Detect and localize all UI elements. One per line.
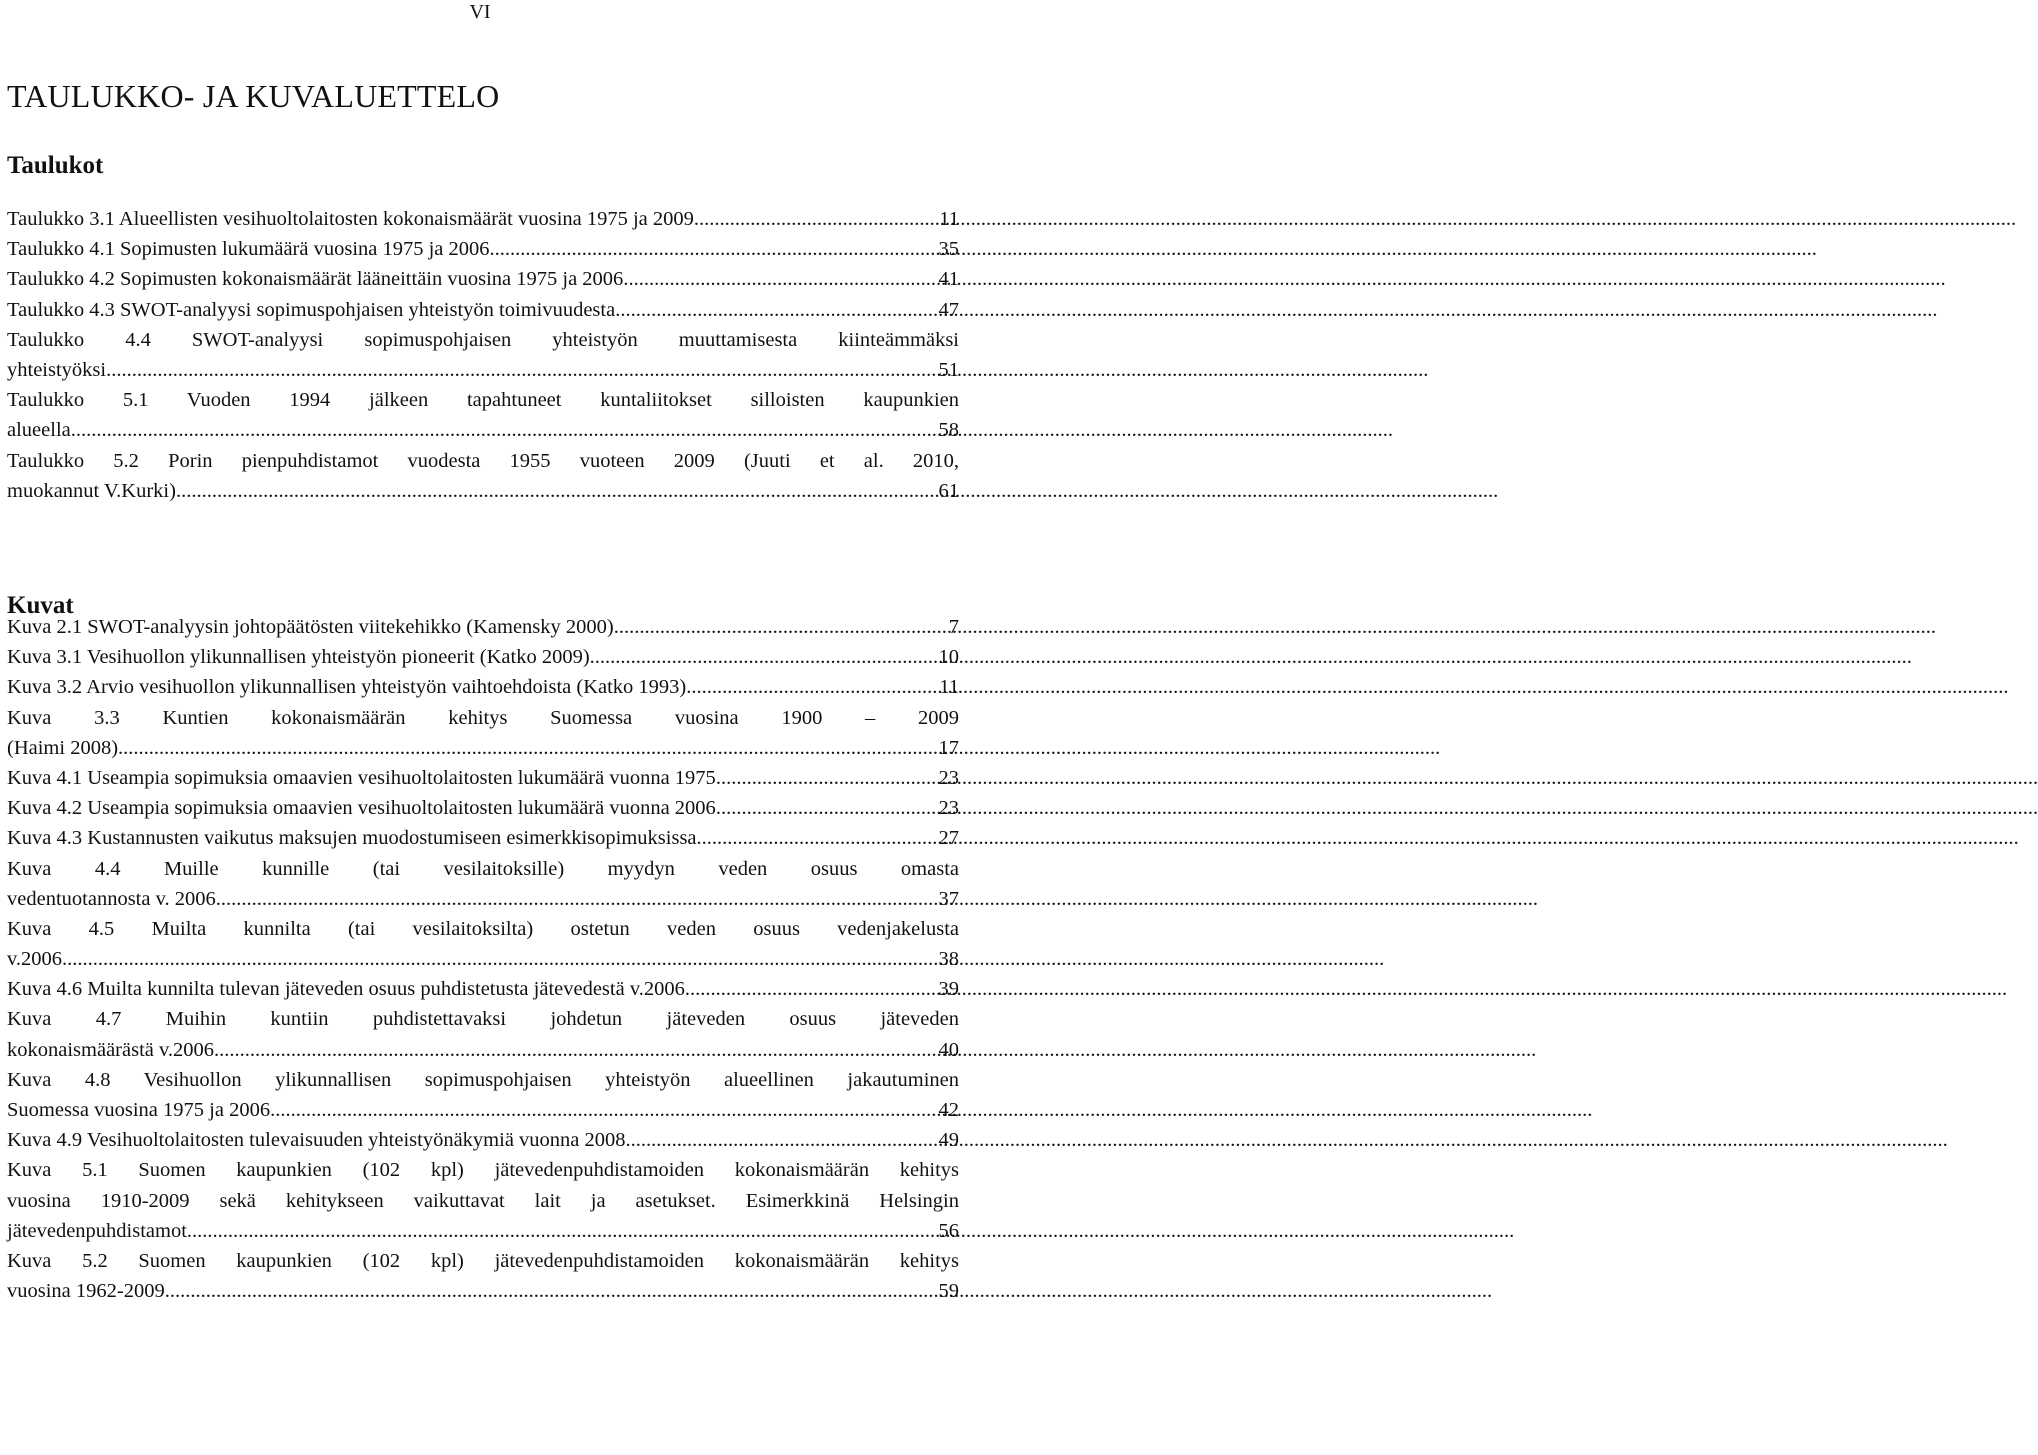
figure-entry-text: Kuva 2.1 SWOT-analyysin johtopäätösten viitekehikko (Kamensky 2000): [7, 616, 614, 638]
dot-leader: [176, 476, 936, 506]
dot-leader: [71, 415, 936, 445]
dot-leader: [106, 355, 935, 385]
table-entry[interactable]: [7, 325, 959, 385]
figure-entry-text: Kuva 5.2 Suomen kaupunkien (102 kpl) jätevedenpuhdistamoiden kokonaismäärän kehitys: [7, 1249, 959, 1272]
figure-entry-text: Kuva 4.9 Vesihuoltolaitosten tulevaisuuden yhteistyönäkymiä vuonna 2008: [7, 1129, 626, 1152]
figure-entry-page: 7: [948, 616, 959, 638]
tables-heading: Taulukot: [7, 152, 104, 179]
figure-entry[interactable]: [7, 974, 959, 1004]
table-entry-page: 51: [938, 358, 959, 381]
table-entry-text: alueella: [7, 419, 71, 442]
figure-entry[interactable]: [7, 823, 959, 853]
table-entry-text: Taulukko 4.2 Sopimusten kokonaismäärät lääneittäin vuosina 1975 ja 2006: [7, 268, 624, 291]
dot-leader: [685, 974, 936, 1004]
dot-leader: [614, 612, 946, 642]
figure-entry-text: Kuva 4.7 Muihin kuntiin puhdistettavaksi johdetun jäteveden osuus jäteveden: [7, 1008, 959, 1031]
figure-entry[interactable]: [7, 1125, 959, 1155]
dot-leader: [697, 823, 936, 853]
table-entry-text: Taulukko 5.2 Porin pienpuhdistamot vuodesta 1955 vuoteen 2009 (Juuti et al. 2010,: [7, 449, 959, 472]
table-entry-page: 47: [938, 298, 959, 321]
figure-entry-text: Kuva 4.2 Useampia sopimuksia omaavien vesihuoltolaitosten lukumäärä vuonna 2006: [7, 797, 716, 820]
dot-leader: [216, 884, 936, 914]
table-entry-text: Taulukko 5.1 Vuoden 1994 jälkeen tapahtuneet kuntaliitokset silloisten kaupunkien: [7, 389, 959, 412]
dot-leader: [694, 204, 936, 234]
figure-entry-text: Kuva 4.8 Vesihuollon ylikunnallisen sopimuspohjaisen yhteistyön alueellinen jakautuminen: [7, 1068, 959, 1091]
figure-entry-text: vuosina 1910-2009 sekä kehitykseen vaikuttavat lait ja asetukset. Esimerkkinä Helsingin: [7, 1189, 959, 1212]
figure-entry-page: 42: [938, 1099, 959, 1121]
figure-entry-page: 59: [938, 1280, 959, 1303]
dot-leader: [495, 234, 936, 264]
figure-entry-page: 56: [938, 1219, 959, 1242]
figure-entry[interactable]: [7, 1155, 959, 1246]
dot-leader: [716, 793, 936, 823]
dot-leader: [623, 264, 935, 294]
figure-entry[interactable]: [7, 763, 959, 793]
page-number: VI: [469, 1, 491, 23]
table-entry[interactable]: [7, 264, 959, 294]
figure-entry-text: Kuva 3.2 Arvio vesihuollon ylikunnallisen yhteistyön vaihtoehdoista (Katko 1993): [7, 676, 687, 699]
figure-entry-page: 39: [938, 978, 959, 1001]
tables-list: [7, 204, 959, 506]
table-entry-page: 61: [938, 479, 959, 502]
figure-entry-text: v.2006: [7, 948, 63, 971]
table-entry-page: 35: [938, 238, 959, 261]
figures-list: [7, 612, 959, 1306]
figure-entry-text: Kuva 4.5 Muilta kunnilta (tai vesilaitoksilta) ostetun veden osuus vedenjakelusta: [7, 917, 959, 940]
dot-leader: [118, 733, 935, 763]
dot-leader: [716, 763, 936, 793]
dot-leader: [270, 1095, 935, 1125]
figure-entry[interactable]: [7, 612, 959, 642]
figure-entry-text: Kuva 4.6 Muilta kunnilta tulevan jäteveden osuus puhdistetusta jätevedestä v.2006: [7, 978, 685, 1001]
table-entry-text: yhteistyöksi: [7, 358, 107, 381]
dot-leader: [192, 1216, 935, 1246]
dot-leader: [686, 672, 936, 702]
figure-entry[interactable]: [7, 854, 959, 914]
figure-entry-text: Kuva 4.4 Muille kunnille (tai vesilaitoksille) myydyn veden osuus omasta: [7, 857, 959, 880]
table-entry[interactable]: [7, 385, 959, 445]
table-entry[interactable]: [7, 446, 959, 506]
figure-entry[interactable]: [7, 1065, 959, 1125]
figure-entry-page: 23: [938, 797, 959, 820]
figure-entry-text: (Haimi 2008): [7, 736, 119, 759]
figure-entry[interactable]: [7, 642, 959, 672]
figure-entry-page: 11: [939, 676, 959, 699]
table-entry-page: 41: [938, 268, 959, 291]
figure-entry-page: 37: [938, 887, 959, 910]
dot-leader: [62, 944, 935, 974]
page-title: TAULUKKO- JA KUVALUETTELO: [7, 78, 500, 114]
figure-entry-page: 10: [938, 646, 959, 669]
figure-entry-text: vuosina 1962-2009.: [7, 1280, 170, 1303]
figure-entry[interactable]: [7, 793, 959, 823]
table-entry-text: Taulukko 4.4 SWOT-analyysi sopimuspohjaisen yhteistyön muuttamisesta kiinteämmäksi: [7, 328, 959, 351]
figure-entry-text: jätevedenpuhdistamot.: [7, 1219, 193, 1242]
figure-entry-text: Kuva 4.1 Useampia sopimuksia omaavien vesihuoltolaitosten lukumäärä vuonna 1975: [7, 766, 716, 789]
figure-entry[interactable]: [7, 1246, 959, 1306]
dot-leader: [626, 1125, 936, 1155]
figure-entry[interactable]: [7, 1004, 959, 1064]
figure-entry-page: 38: [938, 948, 959, 971]
table-entry-page: 11: [939, 208, 959, 230]
dot-leader: [615, 295, 935, 325]
figure-entry-text: kokonaismäärästä v.2006: [7, 1038, 215, 1061]
dot-leader: [170, 1276, 936, 1306]
figure-entry-page: 17: [938, 736, 959, 759]
figure-entry-text: Suomessa vuosina 1975 ja 2006: [7, 1099, 271, 1121]
figure-entry-text: Kuva 3.3 Kuntien kokonaismäärän kehitys Suomessa vuosina 1900 – 2009: [7, 706, 959, 729]
figure-entry-text: Kuva 4.3 Kustannusten vaikutus maksujen muodostumiseen esimerkkisopimuksissa: [7, 827, 697, 850]
dot-leader: [214, 1035, 935, 1065]
table-entry-text: Taulukko 4.3 SWOT-analyysi sopimuspohjaisen yhteistyön toimivuudesta: [7, 298, 616, 321]
figure-entry-text: Kuva 5.1 Suomen kaupunkien (102 kpl) jätevedenpuhdistamoiden kokonaismäärän kehitys: [7, 1159, 959, 1182]
figure-entry-page: 49: [938, 1129, 959, 1152]
table-entry[interactable]: [7, 295, 959, 325]
figure-entry[interactable]: [7, 914, 959, 974]
figure-entry-text: Kuva 3.1 Vesihuollon ylikunnallisen yhteistyön pioneerit (Katko 2009): [7, 646, 590, 669]
table-entry-text: Taulukko 3.1 Alueellisten vesihuoltolaitosten kokonaismäärät vuosina 1975 ja 2009: [7, 208, 694, 230]
table-entry-text: muokannut V.Kurki): [7, 479, 176, 502]
table-entry[interactable]: [7, 234, 959, 264]
figure-entry-text: vedentuotannosta v. 2006: [7, 887, 216, 910]
table-entry-text: Taulukko 4.1 Sopimusten lukumäärä vuosina 1975 ja 2006.: [7, 238, 495, 261]
figure-entry[interactable]: [7, 703, 959, 763]
table-entry[interactable]: [7, 204, 959, 234]
figure-entry-page: 23: [938, 766, 959, 789]
table-entry-page: 58: [938, 419, 959, 442]
dot-leader: [590, 642, 936, 672]
figure-entry[interactable]: [7, 672, 959, 702]
figures-heading: Kuvat: [7, 592, 74, 619]
figure-entry-page: 40: [938, 1038, 959, 1061]
figure-entry-page: 27: [938, 827, 959, 850]
